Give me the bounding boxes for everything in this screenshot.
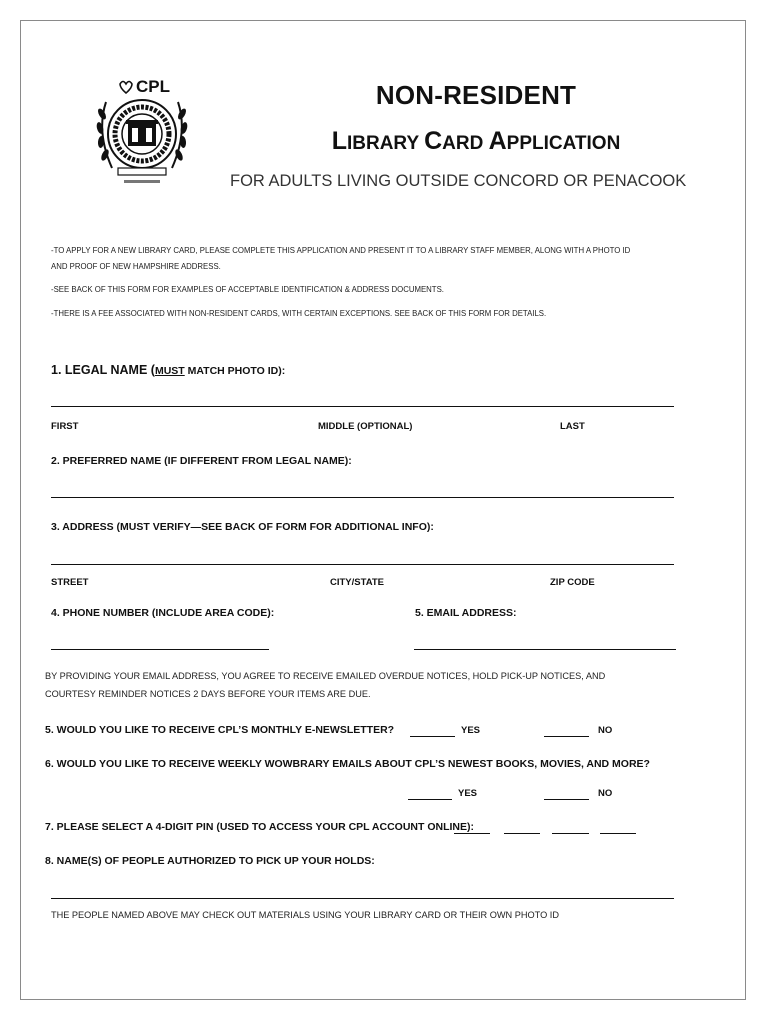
form-subtitle: FOR ADULTS LIVING OUTSIDE CONCORD OR PENACOOK	[230, 172, 687, 190]
newsletter-yes-line[interactable]	[410, 736, 455, 737]
authorized-pickup-line[interactable]	[51, 898, 674, 899]
instruction-line-1a: -TO APPLY FOR A NEW LIBRARY CARD, PLEASE COMPLETE THIS APPLICATION AND PRESENT IT TO A LIBRARY STAFF MEMBER, ALONG WITH A PHOTO ID	[51, 246, 631, 255]
form-title: NON-RESIDENT	[375, 80, 577, 110]
pin-label: 7. PLEASE SELECT A 4-DIGIT PIN (USED TO ACCESS YOUR CPL ACCOUNT ONLINE):	[45, 821, 474, 833]
preferred-name-label: 2. PREFERRED NAME (IF DIFFERENT FROM LEGAL NAME):	[51, 455, 352, 467]
authorized-pickup-label: 8. NAME(S) OF PEOPLE AUTHORIZED TO PICK UP YOUR HOLDS:	[45, 855, 375, 867]
email-notice-line-1: BY PROVIDING YOUR EMAIL ADDRESS, YOU AGREE TO RECEIVE EMAILED OVERDUE NOTICES, HOLD PICK-UP NOTICES, AND	[45, 671, 606, 681]
legal-name-line[interactable]	[51, 406, 674, 407]
pin-digit-1-line[interactable]	[454, 833, 490, 834]
wowbrary-yes-line[interactable]	[408, 799, 452, 800]
address-label: 3. ADDRESS (MUST VERIFY—SEE BACK OF FORM FOR ADDITIONAL INFO):	[51, 521, 434, 533]
wowbrary-yes-label: YES	[458, 788, 478, 799]
phone-line[interactable]	[51, 649, 269, 650]
svg-text:CPL: CPL	[136, 77, 170, 96]
preferred-name-line[interactable]	[51, 497, 674, 498]
newsletter-yes-label: YES	[461, 725, 481, 736]
instruction-line-2: -SEE BACK OF THIS FORM FOR EXAMPLES OF ACCEPTABLE IDENTIFICATION & ADDRESS DOCUMENTS.	[51, 285, 444, 294]
phone-label: 4. PHONE NUMBER (INCLUDE AREA CODE):	[51, 607, 275, 619]
footer-note: THE PEOPLE NAMED ABOVE MAY CHECK OUT MATERIALS USING YOUR LIBRARY CARD OR THEIR OWN PHOTO ID	[51, 910, 559, 920]
pin-digit-4-line[interactable]	[600, 833, 636, 834]
newsletter-no-label: NO	[598, 725, 613, 736]
newsletter-question: 5. WOULD YOU LIKE TO RECEIVE CPL’S MONTHLY E-NEWSLETTER?	[45, 724, 395, 736]
zip-code-caption: ZIP CODE	[550, 577, 595, 588]
instruction-line-3: -THERE IS A FEE ASSOCIATED WITH NON-RESIDENT CARDS, WITH CERTAIN EXCEPTIONS. SEE BACK OF THIS FORM FOR DETAILS.	[51, 309, 547, 318]
newsletter-no-line[interactable]	[544, 736, 589, 737]
last-name-caption: LAST	[560, 421, 585, 432]
wowbrary-question: 6. WOULD YOU LIKE TO RECEIVE WEEKLY WOWBRARY EMAILS ABOUT CPL’S NEWEST BOOKS, MOVIES, AND MORE?	[45, 758, 650, 770]
email-label: 5. EMAIL ADDRESS:	[415, 607, 517, 619]
street-caption: STREET	[51, 577, 89, 588]
wowbrary-no-label: NO	[598, 788, 613, 799]
email-line[interactable]	[414, 649, 676, 650]
library-logo	[92, 72, 192, 188]
wowbrary-no-line[interactable]	[544, 799, 589, 800]
legal-name-label: 1. LEGAL NAME (MUST MATCH PHOTO ID):	[51, 363, 286, 377]
address-line[interactable]	[51, 564, 674, 565]
pin-digit-3-line[interactable]	[552, 833, 589, 834]
form-title-line2: LIBRARY CARD APPLICATION	[331, 127, 621, 155]
first-name-caption: FIRST	[51, 421, 79, 432]
city-state-caption: CITY/STATE	[330, 577, 385, 588]
instruction-line-1b: AND PROOF OF NEW HAMPSHIRE ADDRESS.	[51, 262, 221, 271]
pin-digit-2-line[interactable]	[504, 833, 540, 834]
email-notice-line-2: COURTESY REMINDER NOTICES 2 DAYS BEFORE YOUR ITEMS ARE DUE.	[45, 689, 371, 699]
middle-name-caption: MIDDLE (OPTIONAL)	[318, 421, 413, 432]
